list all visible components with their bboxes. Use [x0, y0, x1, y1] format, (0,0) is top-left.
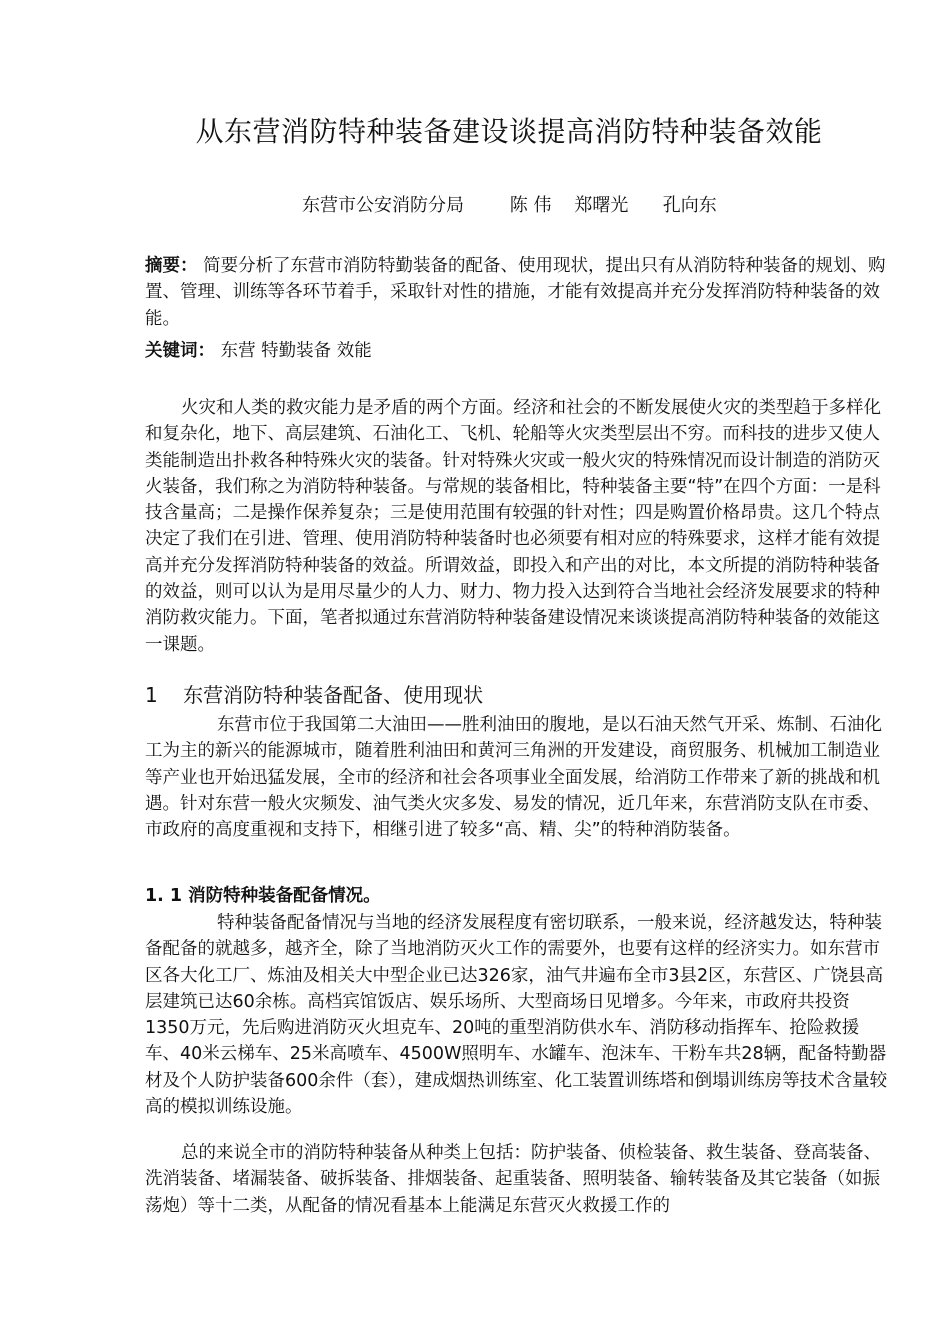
- abstract-label: 摘要：: [145, 256, 198, 276]
- keywords: [145, 338, 890, 364]
- section-1-heading: 1 东营消防特种装备配备、使用现状: [145, 683, 484, 707]
- section-1-1-heading: 1. 1 消防特种装备配备情况。: [145, 886, 381, 906]
- intro-paragraph: 火灾和人类的救灾能力是矛盾的两个方面。经济和社会的不断发展使火灾的类型趋于多样化和复杂化，地下、高层建筑、石油化工、飞机、轮船等火灾类型层出不穷。而科技的进步又使人类能制造出扑救各种特殊火灾的装备。针对特殊火灾或一般火灾的特殊情况而设计制造的消防灭火装备，我们称之为消防特种装备。与常规的装备相比，特种装备主要“特”在四个方面：一是科技含量高；二是操作保养复杂；三是使用范围有较强的针对性；四是购置价格昂贵。这几个特点决定了我们在引进、管理、使用消防特种装备时也必须要有相对应的特殊要求，这样才能有效提高并充分发挥消防特种装备的效益。所谓效益，即投入和产出的对比，本文所提的消防特种装备的效益，则可以认为是用尽量少的人力、财力、物力投入达到符合当地社会经济发展要求的特种消防救灾能力。下面，笔者拟通过东营消防特种装备建设情况来谈谈提高消防特种装备的效能这一课题。: [145, 398, 881, 655]
- keywords-label: 关键词：: [145, 341, 215, 361]
- section-1-paragraph: 东营市位于我国第二大油田——胜利油田的腹地，是以石油天然气开采、炼制、石油化工为主的新兴的能源城市，随着胜利油田和黄河三角洲的开发建设，商贸服务、机械加工制造业等产业也开始迅猛发展，全市的经济和社会各项事业全面发展，给消防工作带来了新的挑战和机遇。针对东营一般火灾频发、油气类火灾多发、易发的情况，近几年来，东营消防支队在市委、市政府的高度重视和支持下，相继引进了较多“高、精、尖”的特种消防装备。: [145, 715, 882, 841]
- page-title: 从东营消防特种装备建设谈提高消防特种装备效能: [195, 115, 823, 148]
- keywords-text: 东营 特勤装备 效能: [215, 341, 372, 361]
- abstract-text: 简要分析了东营市消防特勤装备的配备、使用现状，提出只有从消防特种装备的规划、购置、管理、训练等各环节着手，采取针对性的措施，才能有效提高并充分发挥消防特种装备的效能。: [145, 256, 886, 329]
- abstract: [145, 253, 890, 332]
- author-line: 东营市公安消防分局 陈 伟 郑曙光 孔向东: [302, 195, 717, 216]
- summary-paragraph: 总的来说全市的消防特种装备从种类上包括：防护装备、侦检装备、救生装备、登高装备、洗消装备、堵漏装备、破拆装备、排烟装备、起重装备、照明装备、输转装备及其它装备（如振荡炮）等十二类，从配备的情况看基本上能满足东营灭火救援工作的: [145, 1143, 881, 1216]
- section-1-1-paragraph: 特种装备配备情况与当地的经济发展程度有密切联系，一般来说，经济越发达，特种装备配备的就越多，越齐全，除了当地消防灭火工作的需要外，也要有这样的经济实力。如东营市区各大化工厂、炼油及相关大中型企业已达326家，油气井遍布全市3县2区，东营区、广饶县高层建筑已达60余栋。高档宾馆饭店、娱乐场所、大型商场日见增多。今年来，市政府共投资1350万元，先后购进消防灭火坦克车、20吨的重型消防供水车、消防移动指挥车、抢险救援车、40米云梯车、25米高喷车、4500W照明车、水罐车、泡沫车、干粉车共28辆，配备特勤器材及个人防护装备600余件（套），建成烟热训练室、化工装置训练塔和倒塌训练房等技术含量较高的模拟训练设施。: [145, 913, 888, 1118]
